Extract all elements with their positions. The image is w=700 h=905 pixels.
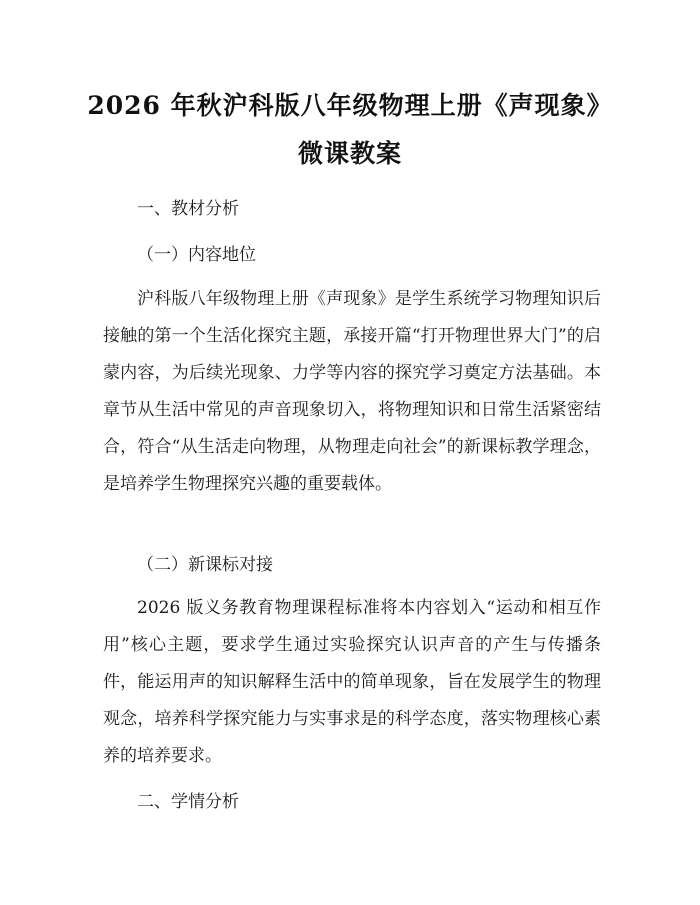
paragraph-content-position: 沪科版八年级物理上册《声现象》是学生系统学习物理知识后接触的第一个生活化探究主题，承接开篇“打开物理世界大门”的启蒙内容，为后续光现象、力学等内容的探究学习奠定方法基础。本章节从生活中常见的声音现象切入，将物理知识和日常生活紧密结合，符合“从生活走向物理，从物理走向社会”的新课标教学理念，是培养学生物理探究兴趣的重要载体。	[103, 289, 601, 494]
section-heading-learner-analysis: 二、学情分析	[137, 792, 239, 812]
subsection-heading-curriculum-standard: （二）新课标对接	[137, 555, 273, 575]
paragraph-curriculum-standard: 2026 版义务教育物理课程标准将本内容划入“运动和相互作用”核心主题，要求学生通过实验探究认识声音的产生与传播条件，能运用声的知识解释生活中的简单现象，旨在发展学生的物理观念，培养科学探究能力与实事求是的科学态度，落实物理核心素养的培养要求。	[103, 598, 601, 766]
section-heading-textbook-analysis: 一、教材分析	[137, 199, 239, 219]
document-title-line2: 微课教案	[297, 139, 402, 168]
document-title-line1: 2026 年秋沪科版八年级物理上册《声现象》	[87, 91, 613, 120]
subsection-heading-content-position: （一）内容地位	[137, 245, 256, 265]
